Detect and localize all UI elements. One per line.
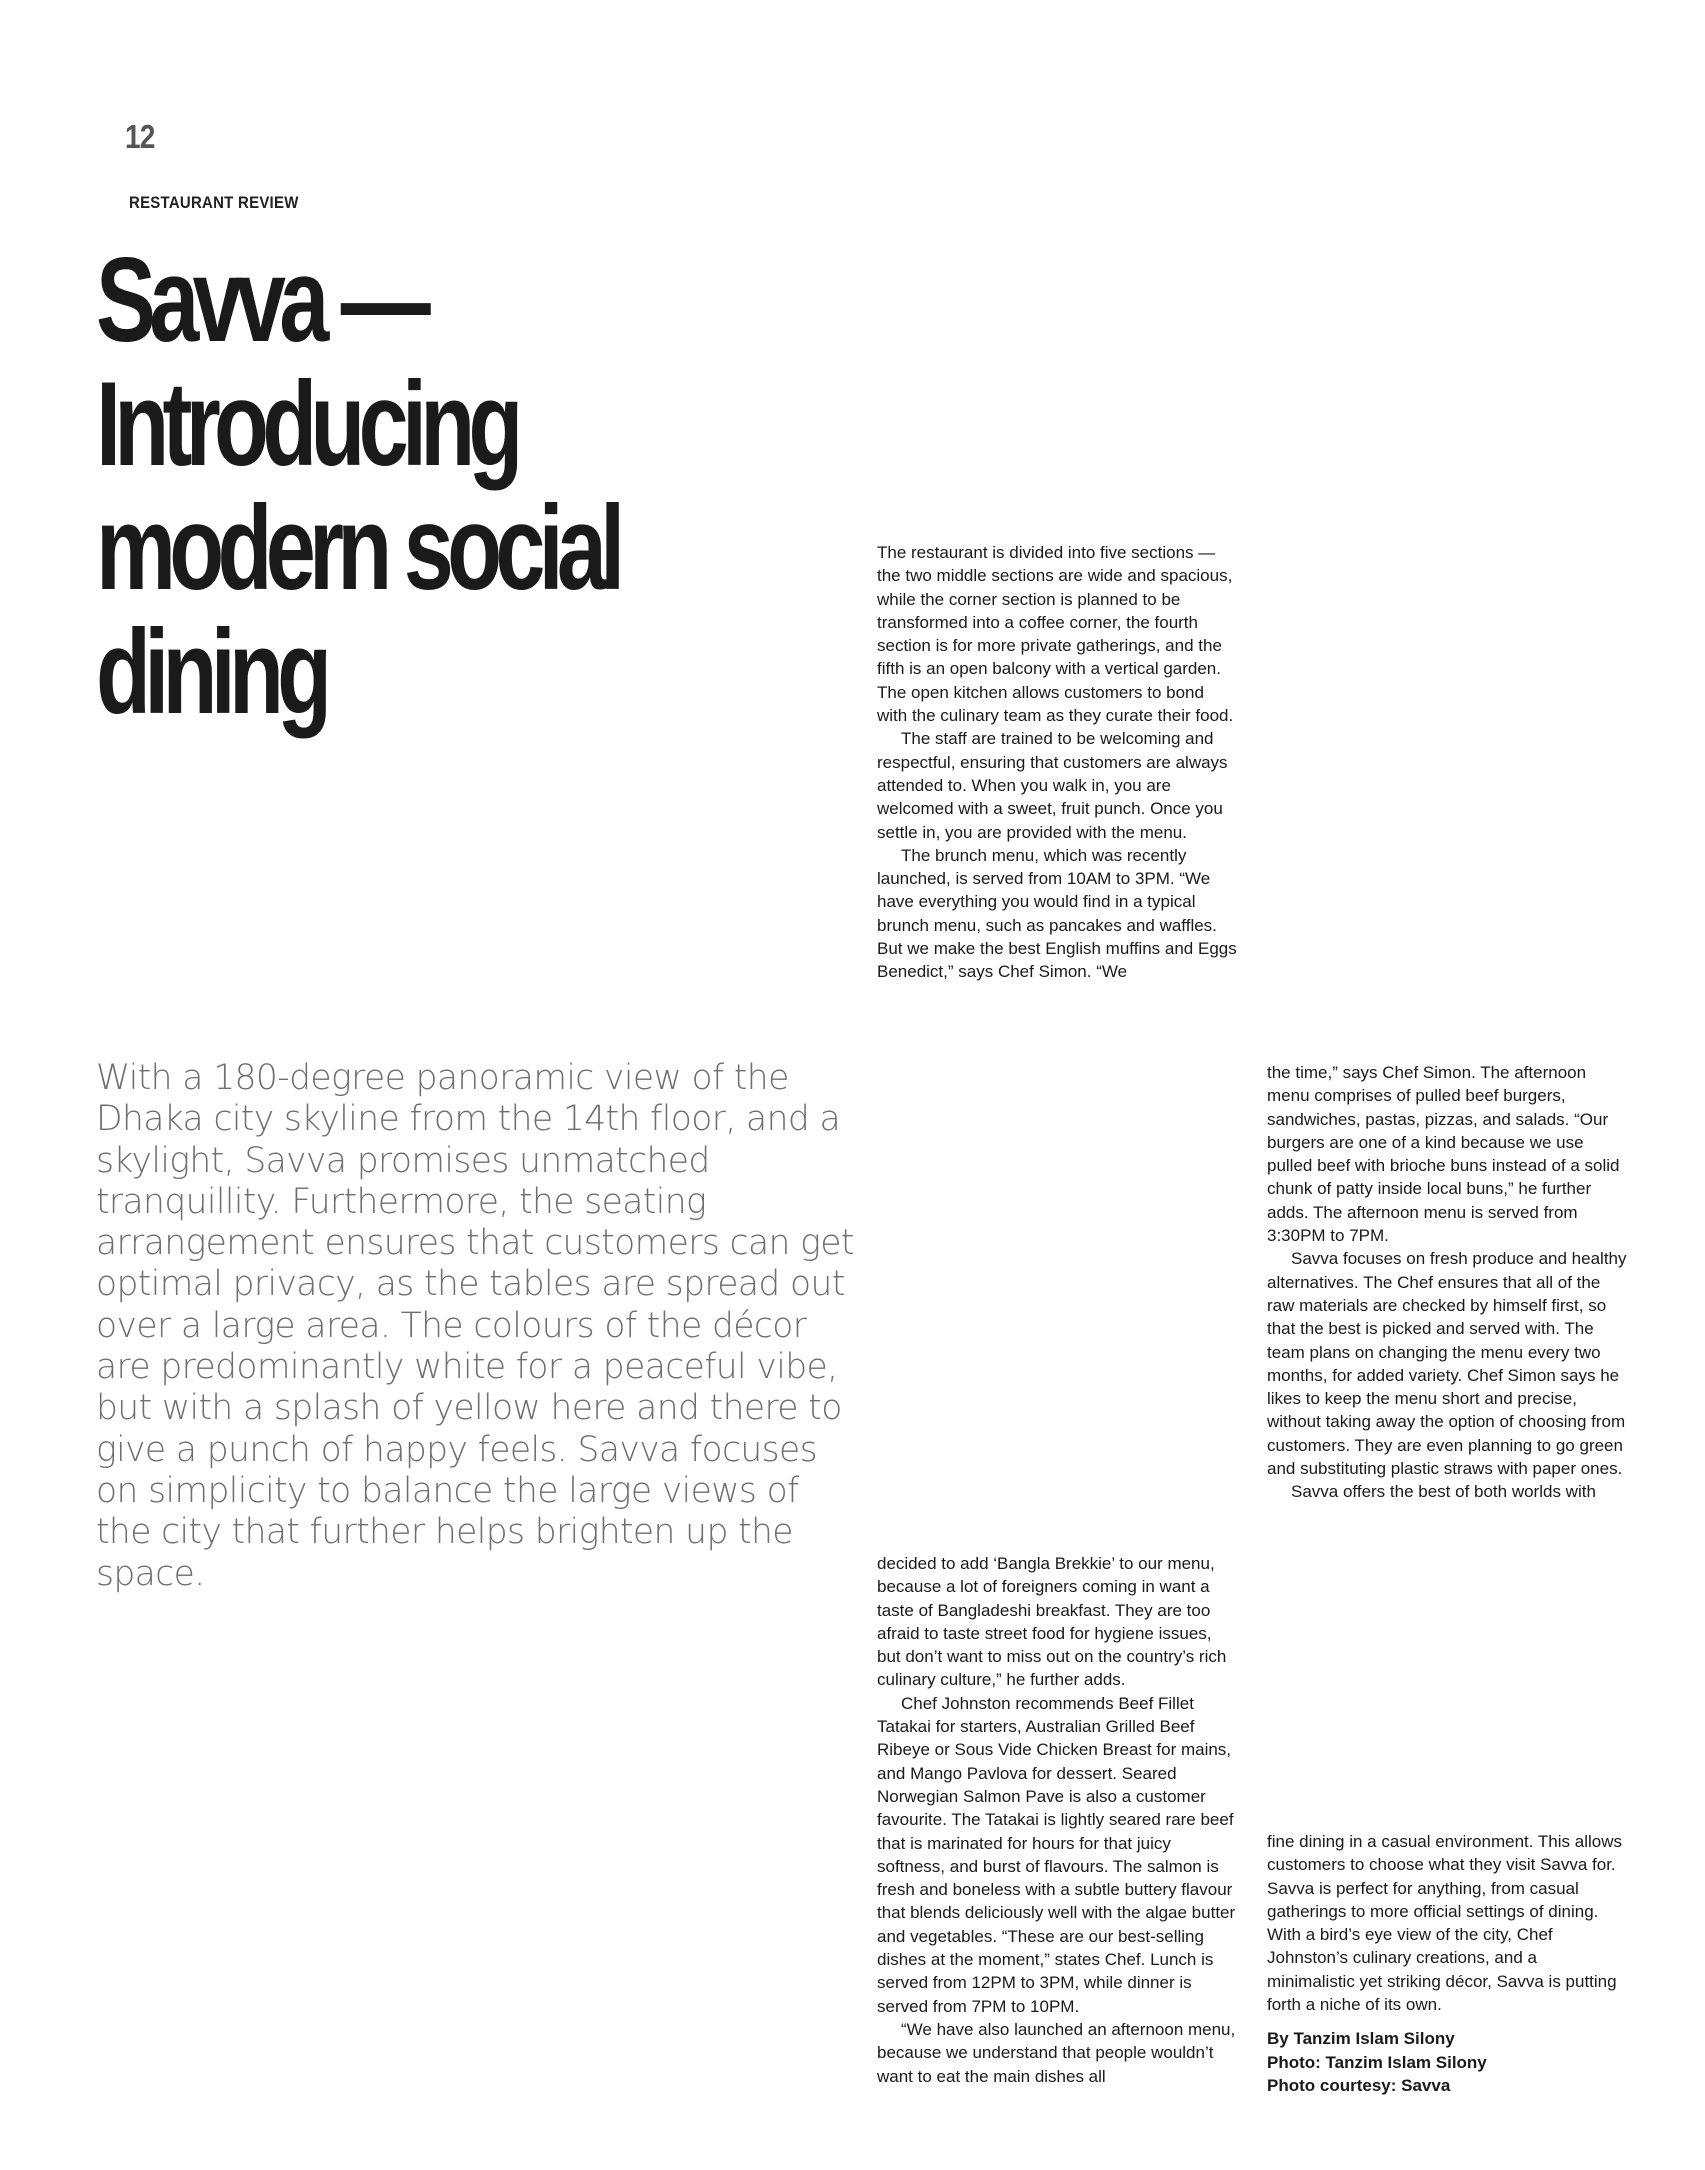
pull-quote: With a 180-degree panoramic view of the Dhaka city skyline from the 14th floor, and a skylight, Savva promises unmatched tranquillity. Furthermore, the seating arrangement ensures that customers can get optimal privacy, as the tables are spread out over a large area. The colours of the décor are predominantly white for a peaceful vibe, but with a splash of yellow here and there to give a punch of happy feels. Savva focuses on simplicity to balance the large views of the city that further helps brighten up the space. (96, 1058, 854, 1594)
photo-credit: Photo: Tanzim Islam Silony (1267, 2052, 1487, 2072)
article-column-1 (877, 541, 1237, 984)
paragraph: The restaurant is divided into five sections — the two middle sections are wide and spacious, while the corner section is planned to be transformed into a coffee corner, the fourth section is for more private gatherings, and the fifth is an open balcony with a vertical garden. The open kitchen allows customers to bond with the culinary team as they curate their food. (877, 543, 1234, 726)
paragraph: Savva focuses on fresh produce and healthy alternatives. The Chef ensures that all of the raw materials are checked by himself first, so that the best is picked and served with. The team plans on changing the menu every two months, for added variety. Chef Simon says he likes to keep the menu short and precise, without taking away the option of choosing from customers. They are even planning to go green and substituting plastic straws with paper ones. (1267, 1249, 1627, 1479)
paragraph: the time,” says Chef Simon. The afternoon menu comprises of pulled beef burgers, sandwiches, pastas, pizzas, and salads. “Our burgers are one of a kind because we use pulled beef with brioche buns instead of a solid chunk of patty inside local buns,” he further adds. The afternoon menu is served from 3:30PM to 7PM. (1267, 1063, 1620, 1246)
byline: By Tanzim Islam Silony (1267, 2029, 1455, 2049)
paragraph: decided to add ‘Bangla Brekkie’ to our menu, because a lot of foreigners coming in want a taste of Bangladeshi breakfast. They are too afraid to taste street food for hygiene issues, but don’t want to miss out on the country’s rich culinary culture,” he further adds. (877, 1554, 1227, 1690)
section-label: RESTAURANT REVIEW (129, 193, 299, 212)
paragraph: Chef Johnston recommends Beef Fillet Tatakai for starters, Australian Grilled Beef Ribeye or Sous Vide Chicken Breast for mains, and Mango Pavlova for dessert. Seared Norwegian Salmon Pave is also a customer favourite. The Tatakai is lightly seared rare beef that is marinated for hours for that juicy softness, and burst of flavours. The salmon is fresh and boneless with a subtle buttery flavour that blends deliciously well with the algae butter and vegetables. “These are our best-selling dishes at the moment,” states Chef. Lunch is served from 12PM to 3PM, while dinner is served from 7PM to 10PM. (877, 1693, 1236, 2016)
paragraph: The brunch menu, which was recently launched, is served from 10AM to 3PM. “We have everything you would find in a typical brunch menu, such as pancakes and waffles. But we make the best English muffins and Eggs Benedict,” says Chef Simon. “We (877, 845, 1237, 982)
paragraph: “We have also launched an afternoon menu, because we understand that people wouldn’t want to eat the main dishes all (877, 2019, 1236, 2086)
headline-line-1: Savva — Introducing (96, 233, 517, 491)
photo-courtesy: Photo courtesy: Savva (1267, 2075, 1451, 2095)
paragraph: fine dining in a casual environment. This allows customers to choose what they visit Savva for. Savva is perfect for anything, from casual gatherings to more official settings of dining. With a bird’s eye view of the city, Chef Johnston’s culinary creations, and a minimalistic yet striking décor, Savva is putting forth a niche of its own. (1267, 1832, 1622, 2015)
paragraph: The staff are trained to be welcoming and respectful, ensuring that customers are always attended to. When you walk in, you are welcomed with a sweet, fruit punch. Once you settle in, you are provided with the menu. (877, 729, 1228, 842)
article-column-2 (1267, 1061, 1627, 1504)
article-column-3 (877, 1552, 1237, 2088)
credits (1267, 2027, 1627, 2097)
paragraph: Savva offers the best of both worlds with (1291, 1482, 1596, 1502)
page-number: 12 (125, 118, 155, 155)
article-column-4 (1267, 1830, 1627, 2097)
headline-line-2: modern social dining (96, 481, 619, 739)
headline (96, 233, 771, 739)
